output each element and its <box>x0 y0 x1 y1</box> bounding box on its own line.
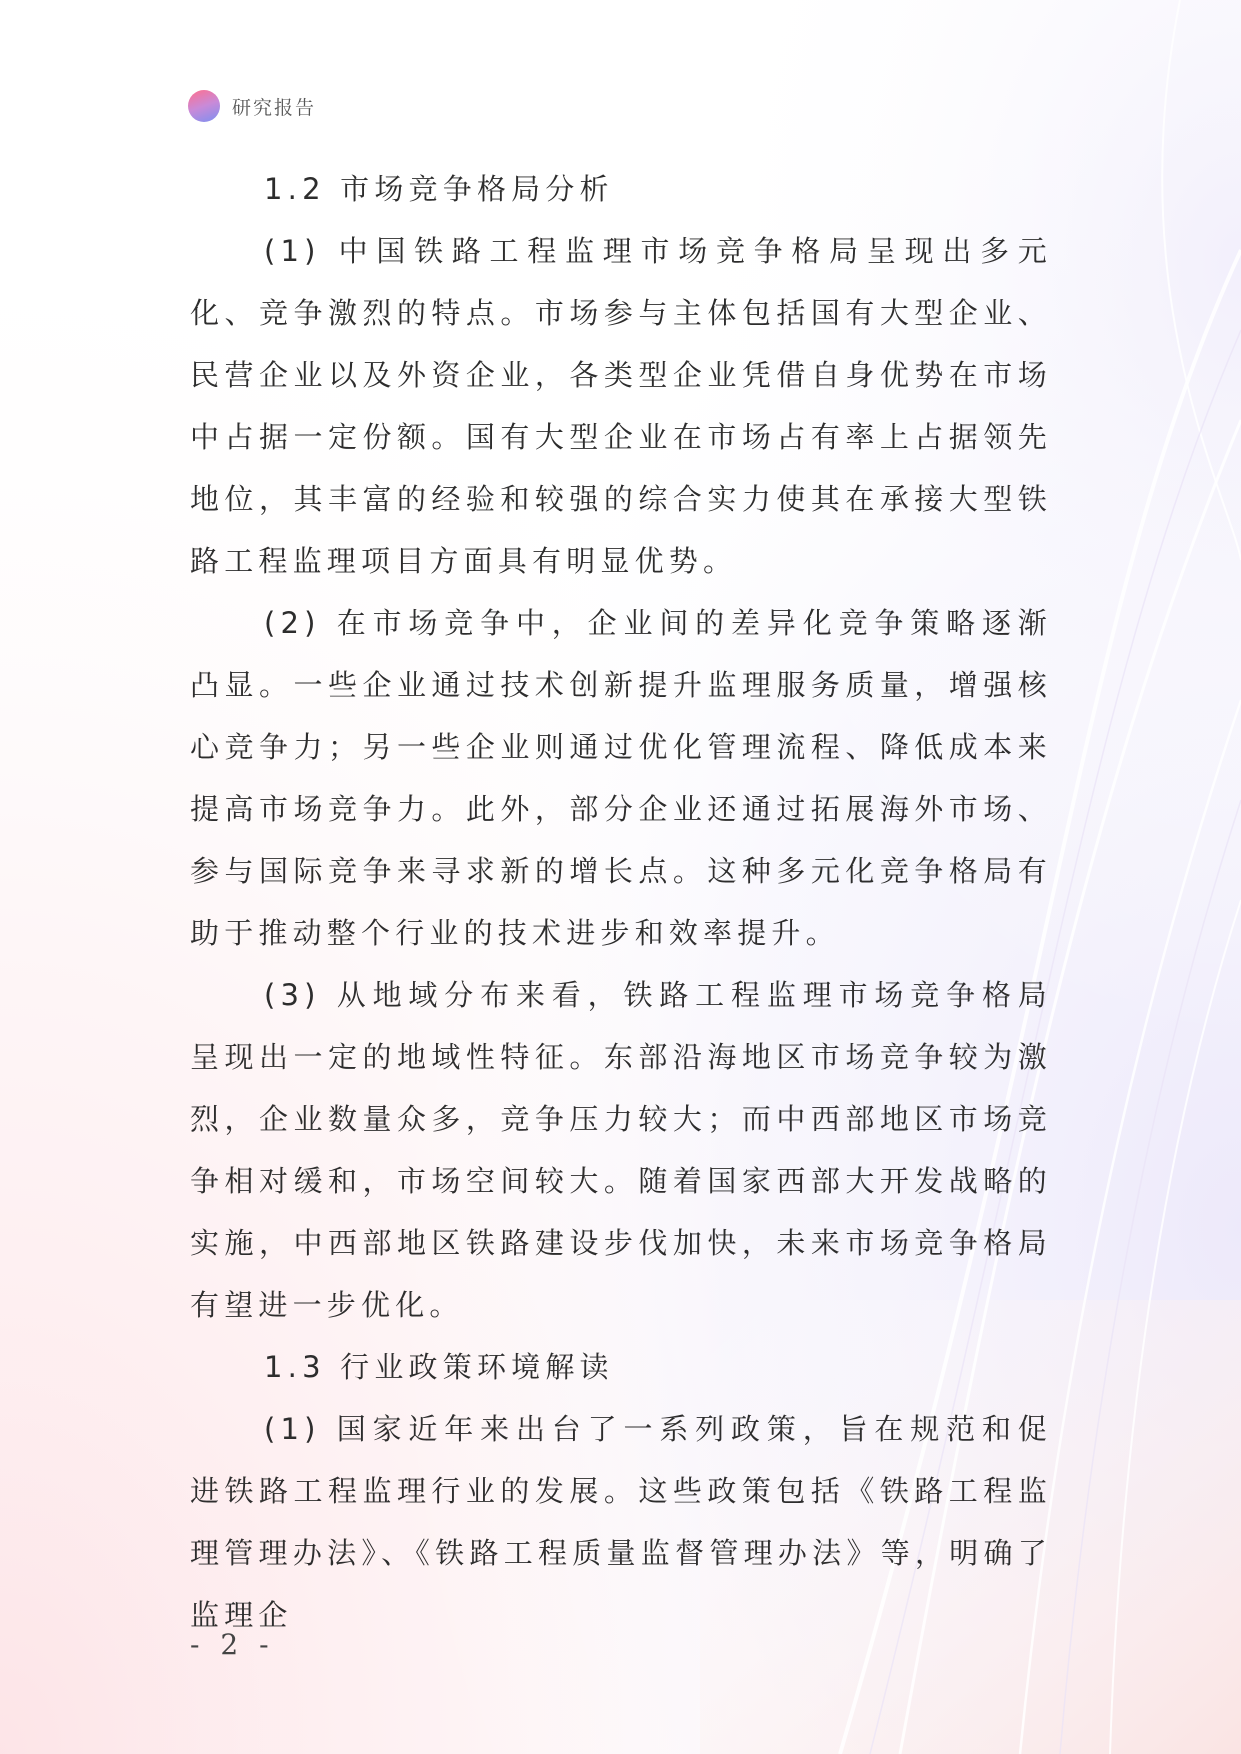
paragraph: (2) 在市场竞争中，企业间的差异化竞争策略逐渐凸显。一些企业通过技术创新提升监理服务质量，增强核心竞争力；另一些企业则通过优化管理流程、降低成本来提高市场竞争力。此外，部分企业还通过拓展海外市场、参与国际竞争来寻求新的增长点。这种多元化竞争格局有助于推动整个行业的技术进步和效率提升。 <box>190 606 1052 950</box>
paragraph: (1) 国家近年来出台了一系列政策，旨在规范和促进铁路工程监理行业的发展。这些政策包括《铁路工程监理管理办法》、《铁路工程质量监督管理办法》等，明确了监理企 <box>190 1412 1052 1632</box>
paragraph: (3) 从地域分布来看，铁路工程监理市场竞争格局呈现出一定的地域性特征。东部沿海地区市场竞争较为激烈，企业数量众多，竞争压力较大；而中西部地区市场竞争相对缓和，市场空间较大。随着国家西部大开发战略的实施，中西部地区铁路建设步伐加快，未来市场竞争格局有望进一步优化。 <box>190 978 1052 1322</box>
section-heading-1-3: 1.3 行业政策环境解读 <box>264 1350 614 1384</box>
document-body <box>190 158 1052 1646</box>
header-title: 研究报告 <box>232 96 317 119</box>
page-number: - 2 - <box>190 1628 275 1661</box>
logo-circle-icon <box>188 90 220 122</box>
paragraph: (1) 中国铁路工程监理市场竞争格局呈现出多元化、竞争激烈的特点。市场参与主体包括国有大型企业、民营企业以及外资企业，各类型企业凭借自身优势在市场中占据一定份额。国有大型企业在市场占有率上占据领先地位，其丰富的经验和较强的综合实力使其在承接大型铁路工程监理项目方面具有明显优势。 <box>190 234 1052 578</box>
report-header <box>188 88 316 124</box>
section-heading-1-2: 1.2 市场竞争格局分析 <box>264 172 614 206</box>
